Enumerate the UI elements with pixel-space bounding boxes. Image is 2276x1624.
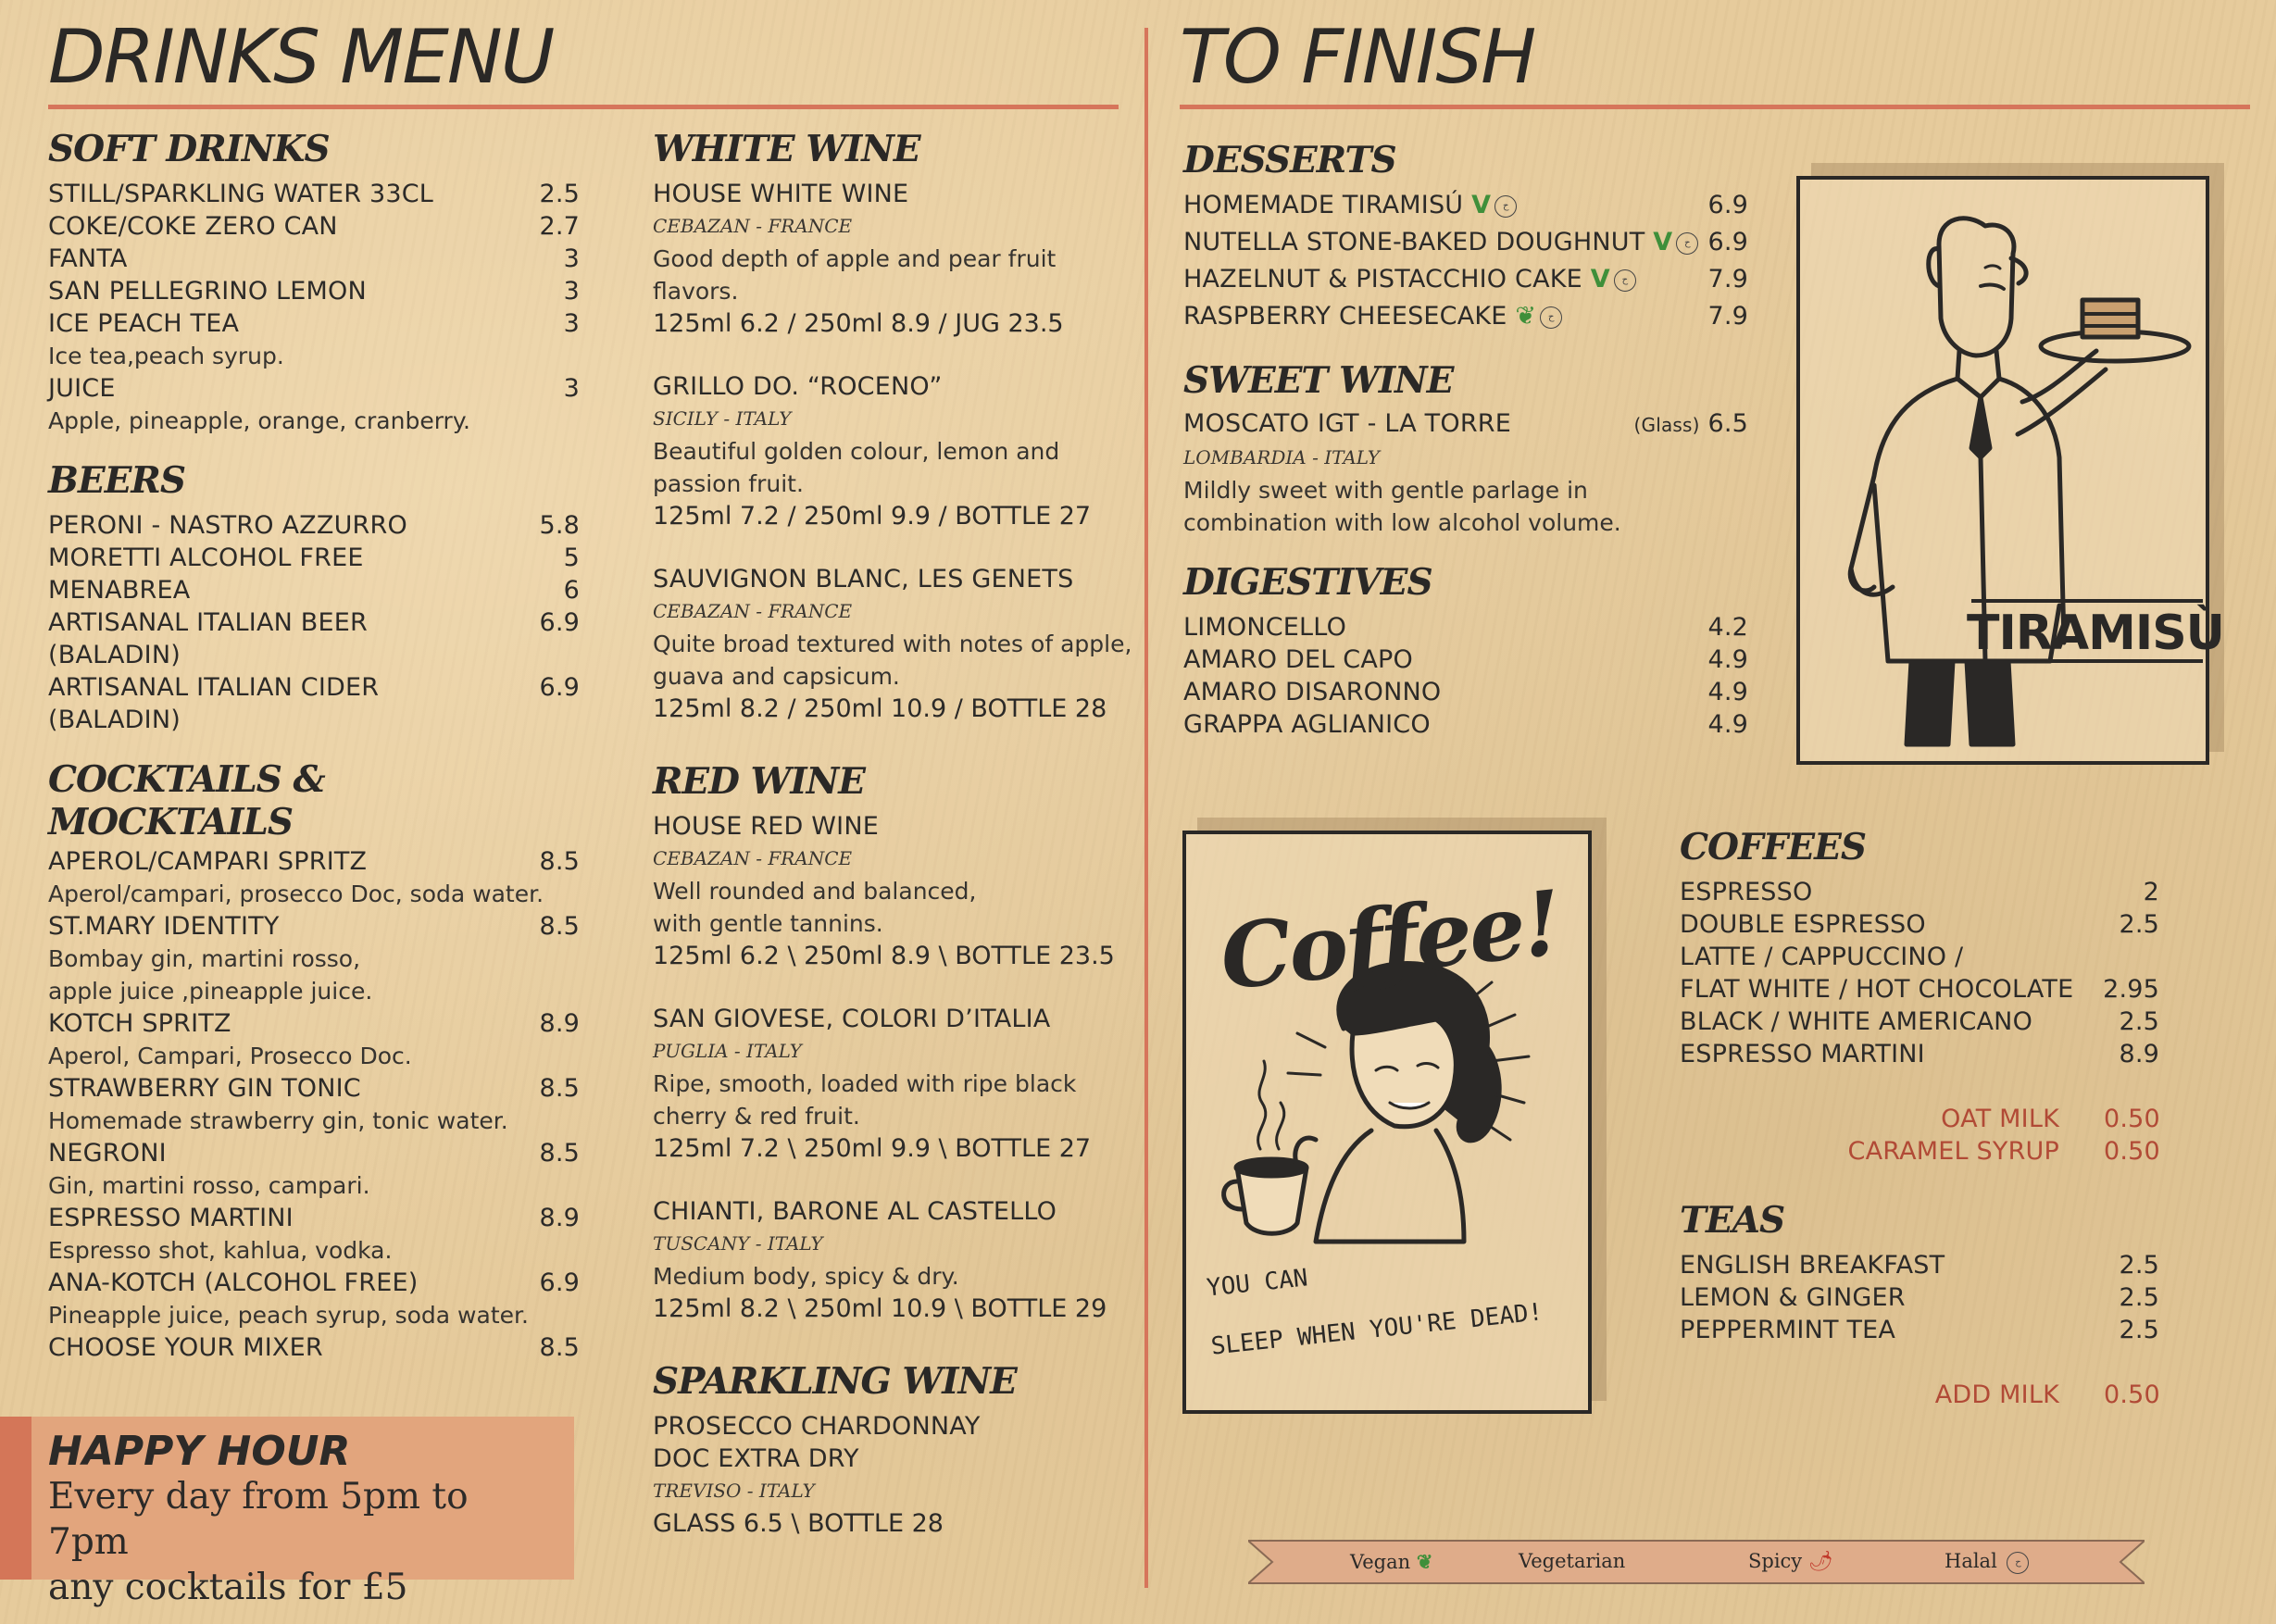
- menu-item-continued: (BALADIN): [48, 641, 181, 670]
- extra-item: ADD MILK 0.50: [1934, 1380, 2160, 1410]
- menu-item: STRAWBERRY GIN TONIC 8.5: [48, 1074, 580, 1104]
- menu-item: MOSCATO IGT - LA TORRE (Glass) 6.5: [1183, 409, 1748, 439]
- waiter-illustration: [1800, 180, 2224, 761]
- desserts-column: [1183, 139, 1748, 741]
- soft-drinks-heading: SOFT DRINKS: [48, 128, 330, 170]
- wine-description: Mildly sweet with gentle parlage in: [1183, 477, 1588, 505]
- wine-description: passion fruit.: [653, 470, 804, 498]
- menu-item: AMARO DISARONNO 4.9: [1183, 678, 1748, 707]
- menu-item: AMARO DEL CAPO 4.9: [1183, 645, 1748, 675]
- happy-hour-title: HAPPY HOUR: [48, 1428, 351, 1475]
- halal-icon: ح: [1540, 306, 1562, 329]
- drinks-menu-title: DRINKS MENU: [48, 14, 554, 100]
- extra-item: OAT MILK 0.50: [1941, 1105, 2160, 1134]
- wine-origin: CEBAZAN - FRANCE: [653, 600, 853, 623]
- wine-description: Ripe, smooth, loaded with ripe black: [653, 1070, 1077, 1098]
- coffees-column: [1680, 826, 2159, 1411]
- wine-description: Good depth of apple and pear fruit flavors.: [653, 245, 1057, 306]
- menu-item: ENGLISH BREAKFAST 2.5: [1680, 1251, 2159, 1280]
- sparkling-wine-heading: SPARKLING WINE: [653, 1360, 1017, 1404]
- menu-item: ESPRESSO MARTINI 8.9: [48, 1204, 580, 1233]
- menu-item: APEROL/CAMPARI SPRITZ 8.5: [48, 847, 580, 877]
- wine-name: DOC EXTRA DRY: [653, 1444, 859, 1474]
- menu-item: KOTCH SPRITZ 8.9: [48, 1009, 580, 1039]
- menu-item: NUTELLA STONE-BAKED DOUGHNUT V ح 6.9: [1183, 228, 1748, 257]
- wine-name: PROSECCO CHARDONNAY: [653, 1412, 981, 1442]
- wine-description: guava and capsicum.: [653, 663, 900, 691]
- wine-description: Well rounded and balanced,: [653, 878, 977, 906]
- menu-item: ARTISANAL ITALIAN CIDER 6.9: [48, 673, 580, 703]
- item-description: Homemade strawberry gin, tonic water.: [48, 1107, 508, 1135]
- halal-icon: ح: [1676, 232, 1698, 255]
- item-description: Aperol, Campari, Prosecco Doc.: [48, 1043, 412, 1070]
- halal-icon: ح: [1494, 195, 1517, 218]
- item-description: Gin, martini rosso, campari.: [48, 1172, 370, 1200]
- wine-prices: GLASS 6.5 \ BOTTLE 28: [653, 1509, 944, 1539]
- menu-item: RASPBERRY CHEESECAKE ❦ ح 7.9: [1183, 302, 1748, 331]
- menu-item: PEPPERMINT TEA 2.5: [1680, 1316, 2159, 1345]
- wine-origin: TUSCANY - ITALY: [653, 1232, 823, 1255]
- coffee-poster-title: Coffee!: [1215, 870, 1565, 1010]
- teas-heading: TEAS: [1680, 1199, 1785, 1243]
- coffee-poster: [1182, 831, 1592, 1414]
- menu-item: FANTA 3: [48, 244, 580, 274]
- wine-origin: CEBAZAN - FRANCE: [653, 847, 853, 870]
- menu-item: ESPRESSO MARTINI 8.9: [1680, 1040, 2159, 1069]
- wine-origin: CEBAZAN - FRANCE: [653, 215, 853, 238]
- cocktails-heading: COCKTAILS & MOCKTAILS: [48, 758, 325, 844]
- menu-item: DOUBLE ESPRESSO 2.5: [1680, 910, 2159, 940]
- tiramisu-poster: [1796, 176, 2224, 765]
- wine-description: cherry & red fruit.: [653, 1103, 860, 1131]
- menu-item: STILL/SPARKLING WATER 33CL 2.5: [48, 180, 580, 209]
- item-description: apple juice ,pineapple juice.: [48, 978, 373, 1006]
- wine-origin: LOMBARDIA - ITALY: [1183, 446, 1381, 469]
- to-finish-title: TO FINISH: [1180, 14, 1535, 100]
- wine-name: HOUSE RED WINE: [653, 812, 880, 842]
- wine-name: SAUVIGNON BLANC, LES GENETS: [653, 565, 1074, 594]
- menu-item: FLAT WHITE / HOT CHOCOLATE 2.95: [1680, 975, 2159, 1005]
- menu-item-continued: (BALADIN): [48, 706, 181, 735]
- menu-item: ESPRESSO 2: [1680, 878, 2159, 907]
- legend-spicy: Spicy 🌶: [1748, 1550, 1833, 1572]
- title-underline: [1180, 105, 2250, 109]
- menu-item: NEGRONI 8.5: [48, 1139, 580, 1168]
- wine-prices: 125ml 7.2 / 250ml 9.9 / BOTTLE 27: [653, 502, 1092, 531]
- digestives-heading: DIGESTIVES: [1183, 561, 1432, 605]
- menu-item: MENABREA 6: [48, 576, 580, 606]
- desserts-heading: DESSERTS: [1183, 139, 1396, 181]
- menu-item: HOMEMADE TIRAMISÚ V ح 6.9: [1183, 191, 1748, 220]
- wine-column: [653, 128, 1134, 1540]
- beers-heading: BEERS: [48, 459, 185, 503]
- wine-prices: 125ml 6.2 \ 250ml 8.9 \ BOTTLE 23.5: [653, 942, 1115, 971]
- wine-prices: 125ml 8.2 / 250ml 10.9 / BOTTLE 28: [653, 694, 1107, 724]
- vegetarian-icon: V: [1471, 191, 1492, 220]
- halal-icon: ح: [2007, 1552, 2029, 1574]
- tiramisu-label-text: TIRAMISÙ: [1967, 606, 2224, 661]
- menu-item: BLACK / WHITE AMERICANO 2.5: [1680, 1007, 2159, 1037]
- happy-hour-line: any cocktails for £5: [48, 1567, 408, 1609]
- wine-prices: 125ml 7.2 \ 250ml 9.9 \ BOTTLE 27: [653, 1134, 1092, 1164]
- item-description: Ice tea,peach syrup.: [48, 343, 284, 370]
- wine-prices: 125ml 6.2 / 250ml 8.9 / JUG 23.5: [653, 309, 1064, 339]
- item-description: Espresso shot, kahlua, vodka.: [48, 1237, 393, 1265]
- wine-description: with gentle tannins.: [653, 910, 883, 938]
- wine-description: combination with low alcohol volume.: [1183, 509, 1621, 537]
- sweet-wine-heading: SWEET WINE: [1183, 359, 1454, 403]
- menu-item: LEMON & GINGER 2.5: [1680, 1283, 2159, 1313]
- chili-icon: 🌶: [1807, 1550, 1833, 1572]
- coffees-heading: COFFEES: [1680, 826, 1867, 868]
- wine-description: Medium body, spicy & dry.: [653, 1263, 959, 1291]
- happy-hour-box: [0, 1417, 574, 1609]
- menu-item: CHOOSE YOUR MIXER 8.5: [48, 1333, 580, 1363]
- coffee-poster-line: SLEEP WHEN YOU'RE DEAD!: [1209, 1298, 1544, 1361]
- menu-item: JUICE 3: [48, 374, 580, 404]
- menu-item: COKE/COKE ZERO CAN 2.7: [48, 212, 580, 242]
- menu-item: MORETTI ALCOHOL FREE 5: [48, 543, 580, 573]
- legend-halal: Halal ح: [1945, 1550, 2029, 1574]
- wine-description: Beautiful golden colour, lemon and: [653, 438, 1060, 466]
- item-description: Pineapple juice, peach syrup, soda water.: [48, 1302, 529, 1330]
- menu-item: ST.MARY IDENTITY 8.5: [48, 912, 580, 942]
- wine-origin: PUGLIA - ITALY: [653, 1040, 802, 1063]
- halal-icon: ح: [1614, 269, 1636, 292]
- menu-item: GRAPPA AGLIANICO 4.9: [1183, 710, 1748, 740]
- menu-item: LATTE / CAPPUCCINO /: [1680, 943, 1964, 972]
- happy-hour-line: Every day from 5pm to 7pm: [48, 1476, 469, 1564]
- wine-prices: 125ml 8.2 \ 250ml 10.9 \ BOTTLE 29: [653, 1294, 1107, 1324]
- item-description: Bombay gin, martini rosso,: [48, 945, 361, 973]
- page-divider: [1144, 28, 1148, 1588]
- menu-item: LIMONCELLO 4.2: [1183, 613, 1748, 643]
- title-underline: [48, 105, 1119, 109]
- wine-name: SAN GIOVESE, COLORI D’ITALIA: [653, 1005, 1051, 1034]
- menu-item: HAZELNUT & PISTACCHIO CAKE V ح 7.9: [1183, 265, 1748, 294]
- menu-item: SAN PELLEGRINO LEMON 3: [48, 277, 580, 306]
- wine-origin: SICILY - ITALY: [653, 407, 792, 431]
- extra-item: CARAMEL SYRUP 0.50: [1847, 1137, 2160, 1167]
- legend-ribbon: [1248, 1539, 2145, 1585]
- menu-item: PERONI - NASTRO AZZURRO 5.8: [48, 511, 580, 541]
- vegetarian-icon: V: [1653, 228, 1673, 257]
- left-column: [48, 128, 580, 1364]
- white-wine-heading: WHITE WINE: [653, 128, 920, 170]
- vegetarian-icon: V: [1590, 265, 1610, 294]
- wine-name: CHIANTI, BARONE AL CASTELLO: [653, 1197, 1057, 1227]
- menu-item: ARTISANAL ITALIAN BEER 6.9: [48, 608, 580, 638]
- coffee-poster-line: YOU CAN: [1205, 1264, 1309, 1303]
- red-wine-heading: RED WINE: [653, 760, 865, 804]
- menu-item: ANA-KOTCH (ALCOHOL FREE) 6.9: [48, 1268, 580, 1298]
- item-description: Aperol/campari, prosecco Doc, soda water.: [48, 881, 544, 908]
- wine-origin: TREVISO - ITALY: [653, 1480, 815, 1503]
- item-description: Apple, pineapple, orange, cranberry.: [48, 407, 470, 435]
- wine-description: Quite broad textured with notes of apple,: [653, 631, 1132, 658]
- legend-vegetarian: Vegetarian: [1519, 1550, 1626, 1572]
- wine-name: HOUSE WHITE WINE: [653, 180, 909, 209]
- wine-name: GRILLO DO. “ROCENO”: [653, 372, 943, 402]
- vegan-leaf-icon: ❦: [1416, 1550, 1433, 1573]
- vegan-leaf-icon: ❦: [1515, 302, 1537, 331]
- legend-vegan: Vegan ❦: [1350, 1550, 1433, 1573]
- menu-item: ICE PEACH TEA 3: [48, 309, 580, 339]
